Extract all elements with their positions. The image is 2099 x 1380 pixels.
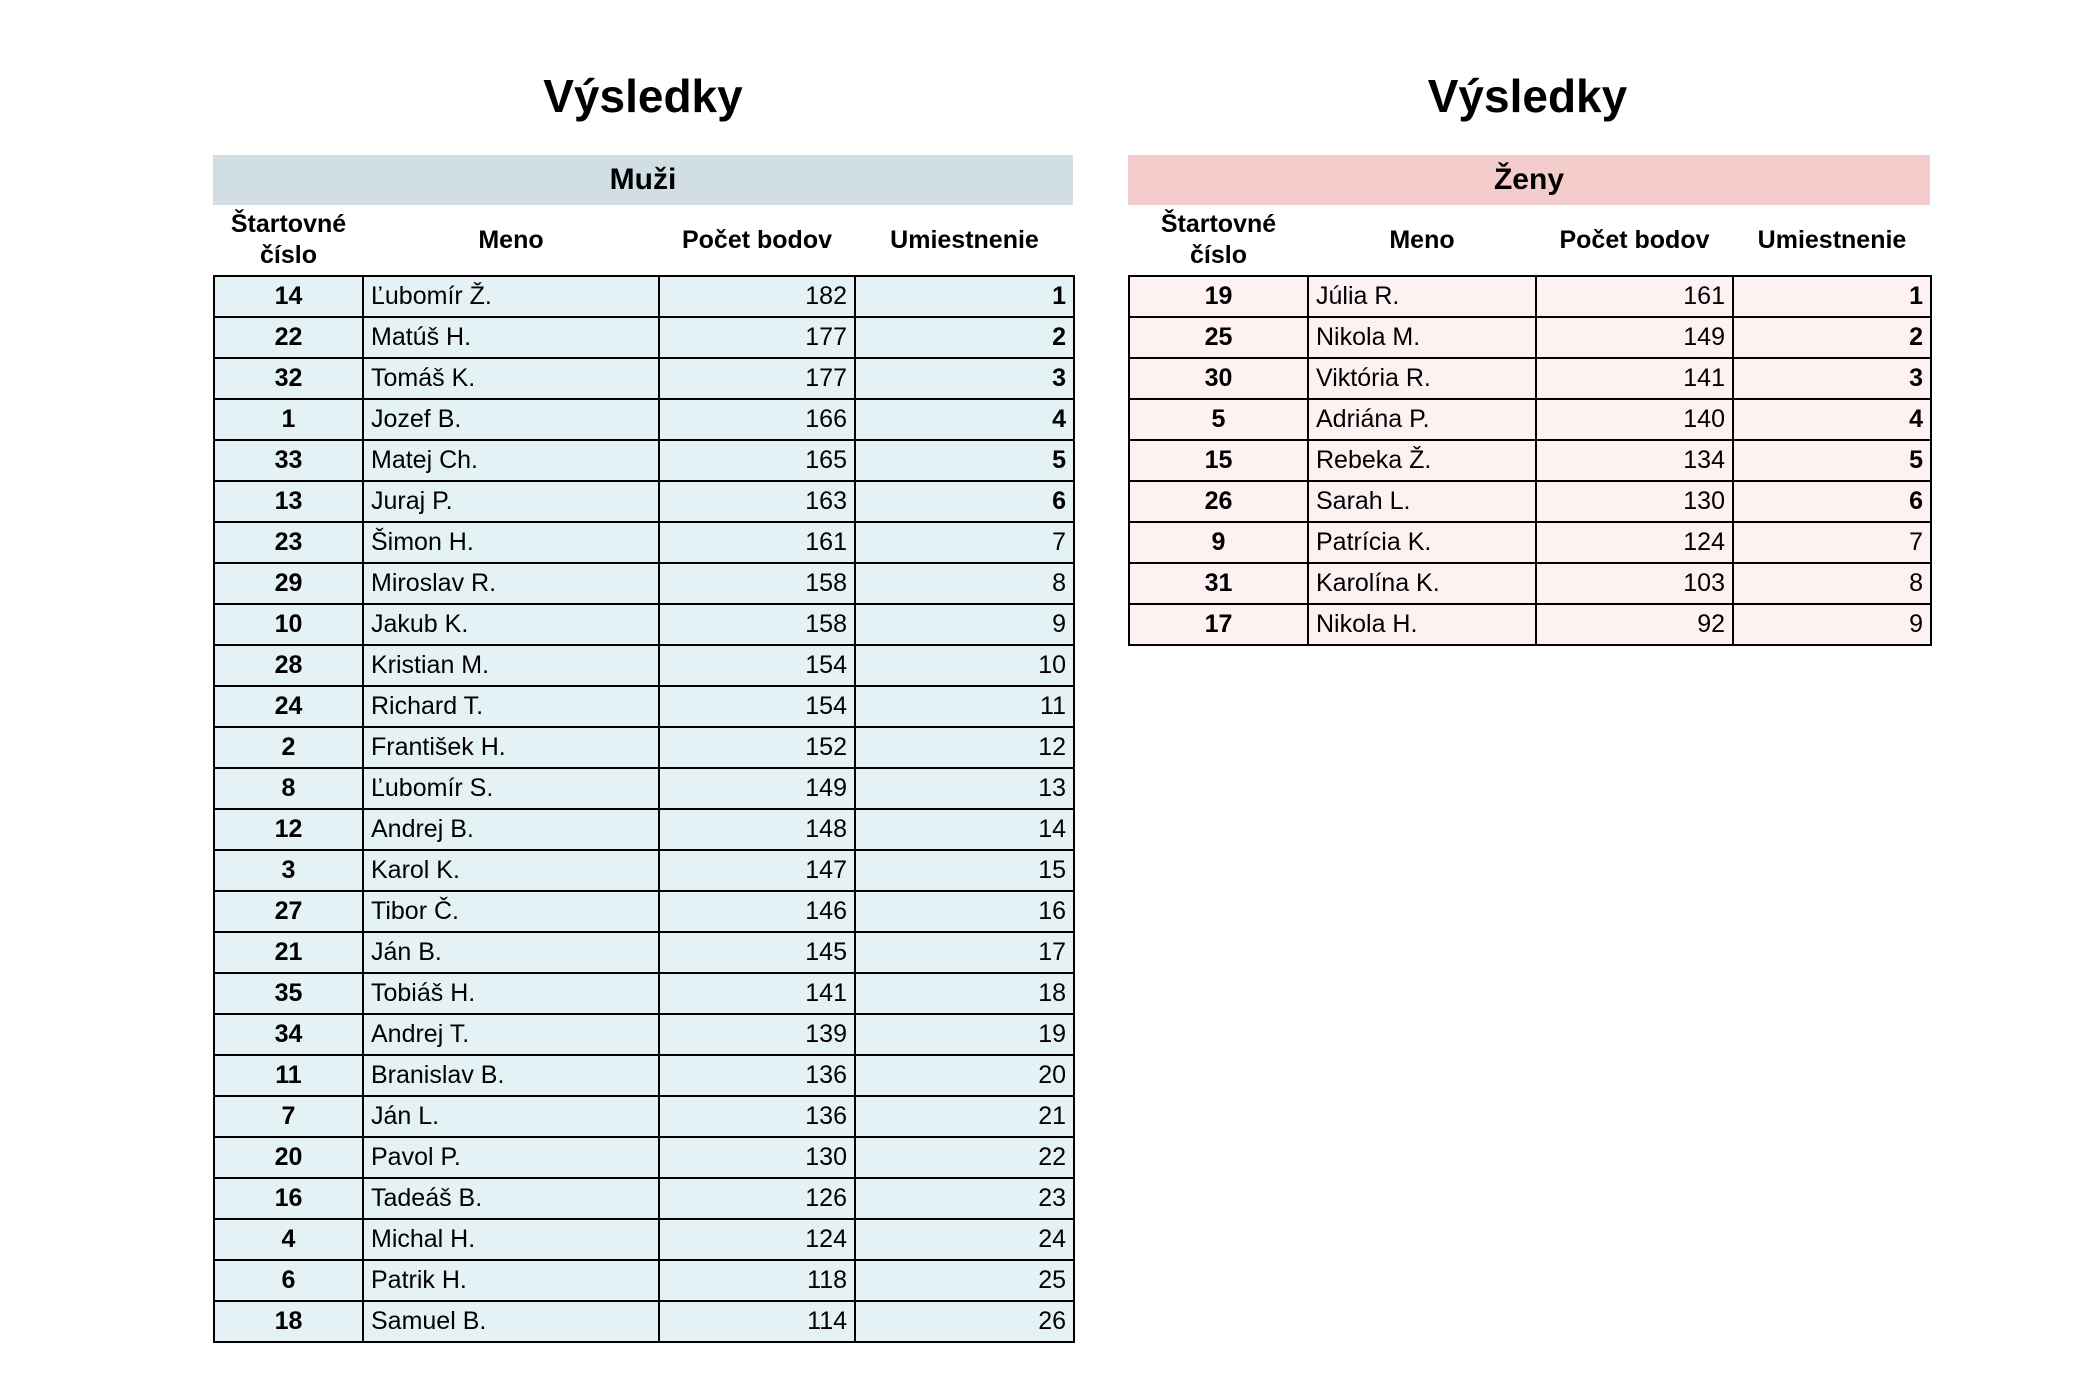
table-row <box>214 563 1074 604</box>
points-cell: 177 <box>659 358 855 399</box>
table-row <box>214 1178 1074 1219</box>
points-cell: 161 <box>659 522 855 563</box>
start-number-cell: 26 <box>1129 481 1308 522</box>
points-cell: 130 <box>1536 481 1733 522</box>
start-number-cell: 18 <box>214 1301 363 1342</box>
points-cell: 139 <box>659 1014 855 1055</box>
points-cell: 177 <box>659 317 855 358</box>
table-row <box>214 686 1074 727</box>
table-row <box>214 1096 1074 1137</box>
table-row <box>214 1137 1074 1178</box>
table-header-row <box>214 205 1074 276</box>
placement-cell: 8 <box>855 563 1074 604</box>
name-cell: Pavol P. <box>363 1137 659 1178</box>
name-cell: Matej Ch. <box>363 440 659 481</box>
start-number-cell: 17 <box>1129 604 1308 645</box>
start-number-cell: 9 <box>1129 522 1308 563</box>
name-cell: Nikola H. <box>1308 604 1536 645</box>
name-cell: Branislav B. <box>363 1055 659 1096</box>
name-cell: Michal H. <box>363 1219 659 1260</box>
start-number-cell: 27 <box>214 891 363 932</box>
name-cell: Sarah L. <box>1308 481 1536 522</box>
start-number-cell: 6 <box>214 1260 363 1301</box>
start-number-cell: 7 <box>214 1096 363 1137</box>
start-number-cell: 23 <box>214 522 363 563</box>
points-cell: 146 <box>659 891 855 932</box>
table-row <box>214 481 1074 522</box>
name-cell: Adriána P. <box>1308 399 1536 440</box>
placement-cell: 6 <box>855 481 1074 522</box>
start-number-cell: 29 <box>214 563 363 604</box>
placement-cell: 25 <box>855 1260 1074 1301</box>
women-results-table <box>1128 205 1932 646</box>
placement-cell: 8 <box>1733 563 1931 604</box>
table-row <box>1129 399 1931 440</box>
column-header-start-number: Štartovné číslo <box>214 205 363 276</box>
start-number-cell: 35 <box>214 973 363 1014</box>
start-number-cell: 4 <box>214 1219 363 1260</box>
placement-cell: 6 <box>1733 481 1931 522</box>
placement-cell: 11 <box>855 686 1074 727</box>
start-number-cell: 22 <box>214 317 363 358</box>
start-number-cell: 11 <box>214 1055 363 1096</box>
start-number-cell: 24 <box>214 686 363 727</box>
name-cell: Viktória R. <box>1308 358 1536 399</box>
women-results-title: Výsledky <box>1427 70 1628 122</box>
table-row <box>214 604 1074 645</box>
start-number-cell: 13 <box>214 481 363 522</box>
placement-cell: 10 <box>855 645 1074 686</box>
points-cell: 124 <box>1536 522 1733 563</box>
table-header-row <box>1129 205 1931 276</box>
table-row <box>214 809 1074 850</box>
column-header-placement: Umiestnenie <box>1733 205 1931 276</box>
table-row <box>214 850 1074 891</box>
name-cell: Tibor Č. <box>363 891 659 932</box>
start-number-cell: 19 <box>1129 276 1308 317</box>
points-cell: 161 <box>1536 276 1733 317</box>
placement-cell: 18 <box>855 973 1074 1014</box>
table-row <box>214 645 1074 686</box>
table-row <box>214 1055 1074 1096</box>
placement-cell: 20 <box>855 1055 1074 1096</box>
column-header-start-number: Štartovné číslo <box>1129 205 1308 276</box>
table-row <box>214 276 1074 317</box>
start-number-cell: 15 <box>1129 440 1308 481</box>
table-row <box>214 932 1074 973</box>
points-cell: 147 <box>659 850 855 891</box>
name-cell: Tadeáš B. <box>363 1178 659 1219</box>
placement-cell: 3 <box>855 358 1074 399</box>
table-row <box>1129 317 1931 358</box>
name-cell: Andrej B. <box>363 809 659 850</box>
name-cell: Kristian M. <box>363 645 659 686</box>
column-header-name: Meno <box>363 205 659 276</box>
placement-cell: 9 <box>855 604 1074 645</box>
points-cell: 136 <box>659 1096 855 1137</box>
points-cell: 166 <box>659 399 855 440</box>
table-row <box>214 727 1074 768</box>
placement-cell: 24 <box>855 1219 1074 1260</box>
table-row <box>214 891 1074 932</box>
placement-cell: 23 <box>855 1178 1074 1219</box>
points-cell: 182 <box>659 276 855 317</box>
table-row <box>214 1260 1074 1301</box>
table-row <box>1129 358 1931 399</box>
men-results-table <box>213 205 1075 1343</box>
points-cell: 114 <box>659 1301 855 1342</box>
start-number-cell: 34 <box>214 1014 363 1055</box>
start-number-cell: 25 <box>1129 317 1308 358</box>
name-cell: Karolína K. <box>1308 563 1536 604</box>
placement-cell: 26 <box>855 1301 1074 1342</box>
table-row <box>1129 276 1931 317</box>
start-number-cell: 20 <box>214 1137 363 1178</box>
name-cell: Samuel B. <box>363 1301 659 1342</box>
placement-cell: 22 <box>855 1137 1074 1178</box>
column-header-points: Počet bodov <box>1536 205 1733 276</box>
name-cell: Rebeka Ž. <box>1308 440 1536 481</box>
points-cell: 154 <box>659 686 855 727</box>
placement-cell: 15 <box>855 850 1074 891</box>
start-number-cell: 30 <box>1129 358 1308 399</box>
start-number-cell: 21 <box>214 932 363 973</box>
name-cell: Ján L. <box>363 1096 659 1137</box>
points-cell: 158 <box>659 563 855 604</box>
placement-cell: 5 <box>855 440 1074 481</box>
table-row <box>214 768 1074 809</box>
points-cell: 136 <box>659 1055 855 1096</box>
placement-cell: 3 <box>1733 358 1931 399</box>
name-cell: Andrej T. <box>363 1014 659 1055</box>
points-cell: 152 <box>659 727 855 768</box>
placement-cell: 13 <box>855 768 1074 809</box>
table-row <box>214 317 1074 358</box>
start-number-cell: 5 <box>1129 399 1308 440</box>
placement-cell: 2 <box>1733 317 1931 358</box>
table-row <box>1129 563 1931 604</box>
name-cell: Richard T. <box>363 686 659 727</box>
start-number-cell: 28 <box>214 645 363 686</box>
table-row <box>214 440 1074 481</box>
placement-cell: 5 <box>1733 440 1931 481</box>
table-row <box>1129 440 1931 481</box>
points-cell: 124 <box>659 1219 855 1260</box>
points-cell: 92 <box>1536 604 1733 645</box>
points-cell: 141 <box>1536 358 1733 399</box>
name-cell: Tobiáš H. <box>363 973 659 1014</box>
placement-cell: 17 <box>855 932 1074 973</box>
name-cell: František H. <box>363 727 659 768</box>
column-header-points: Počet bodov <box>659 205 855 276</box>
points-cell: 165 <box>659 440 855 481</box>
men-results-title: Výsledky <box>543 70 743 122</box>
points-cell: 118 <box>659 1260 855 1301</box>
name-cell: Tomáš K. <box>363 358 659 399</box>
start-number-cell: 32 <box>214 358 363 399</box>
points-cell: 163 <box>659 481 855 522</box>
placement-cell: 7 <box>855 522 1074 563</box>
name-cell: Jozef B. <box>363 399 659 440</box>
women-section-header: Ženy <box>1128 155 1930 205</box>
points-cell: 154 <box>659 645 855 686</box>
start-number-cell: 12 <box>214 809 363 850</box>
start-number-cell: 8 <box>214 768 363 809</box>
table-row <box>214 399 1074 440</box>
start-number-cell: 16 <box>214 1178 363 1219</box>
points-cell: 134 <box>1536 440 1733 481</box>
table-row <box>1129 481 1931 522</box>
name-cell: Ján B. <box>363 932 659 973</box>
start-number-cell: 31 <box>1129 563 1308 604</box>
name-cell: Juraj P. <box>363 481 659 522</box>
points-cell: 158 <box>659 604 855 645</box>
placement-cell: 7 <box>1733 522 1931 563</box>
name-cell: Šimon H. <box>363 522 659 563</box>
placement-cell: 19 <box>855 1014 1074 1055</box>
start-number-cell: 1 <box>214 399 363 440</box>
table-row <box>214 358 1074 399</box>
name-cell: Ľubomír Ž. <box>363 276 659 317</box>
name-cell: Jakub K. <box>363 604 659 645</box>
start-number-cell: 14 <box>214 276 363 317</box>
column-header-name: Meno <box>1308 205 1536 276</box>
points-cell: 103 <box>1536 563 1733 604</box>
start-number-cell: 3 <box>214 850 363 891</box>
column-header-placement: Umiestnenie <box>855 205 1074 276</box>
name-cell: Ľubomír S. <box>363 768 659 809</box>
name-cell: Karol K. <box>363 850 659 891</box>
placement-cell: 2 <box>855 317 1074 358</box>
placement-cell: 12 <box>855 727 1074 768</box>
table-row <box>214 1219 1074 1260</box>
start-number-cell: 2 <box>214 727 363 768</box>
table-row <box>214 522 1074 563</box>
men-section-header: Muži <box>213 155 1073 205</box>
placement-cell: 21 <box>855 1096 1074 1137</box>
table-row <box>214 973 1074 1014</box>
start-number-cell: 33 <box>214 440 363 481</box>
name-cell: Júlia R. <box>1308 276 1536 317</box>
table-row <box>214 1301 1074 1342</box>
name-cell: Patrícia K. <box>1308 522 1536 563</box>
placement-cell: 16 <box>855 891 1074 932</box>
name-cell: Patrik H. <box>363 1260 659 1301</box>
placement-cell: 4 <box>855 399 1074 440</box>
table-row <box>1129 522 1931 563</box>
placement-cell: 14 <box>855 809 1074 850</box>
placement-cell: 4 <box>1733 399 1931 440</box>
points-cell: 130 <box>659 1137 855 1178</box>
start-number-cell: 10 <box>214 604 363 645</box>
points-cell: 145 <box>659 932 855 973</box>
points-cell: 149 <box>659 768 855 809</box>
points-cell: 140 <box>1536 399 1733 440</box>
placement-cell: 1 <box>1733 276 1931 317</box>
table-row <box>214 1014 1074 1055</box>
name-cell: Matúš H. <box>363 317 659 358</box>
points-cell: 126 <box>659 1178 855 1219</box>
table-row <box>1129 604 1931 645</box>
name-cell: Miroslav R. <box>363 563 659 604</box>
points-cell: 149 <box>1536 317 1733 358</box>
points-cell: 141 <box>659 973 855 1014</box>
placement-cell: 9 <box>1733 604 1931 645</box>
name-cell: Nikola M. <box>1308 317 1536 358</box>
placement-cell: 1 <box>855 276 1074 317</box>
points-cell: 148 <box>659 809 855 850</box>
